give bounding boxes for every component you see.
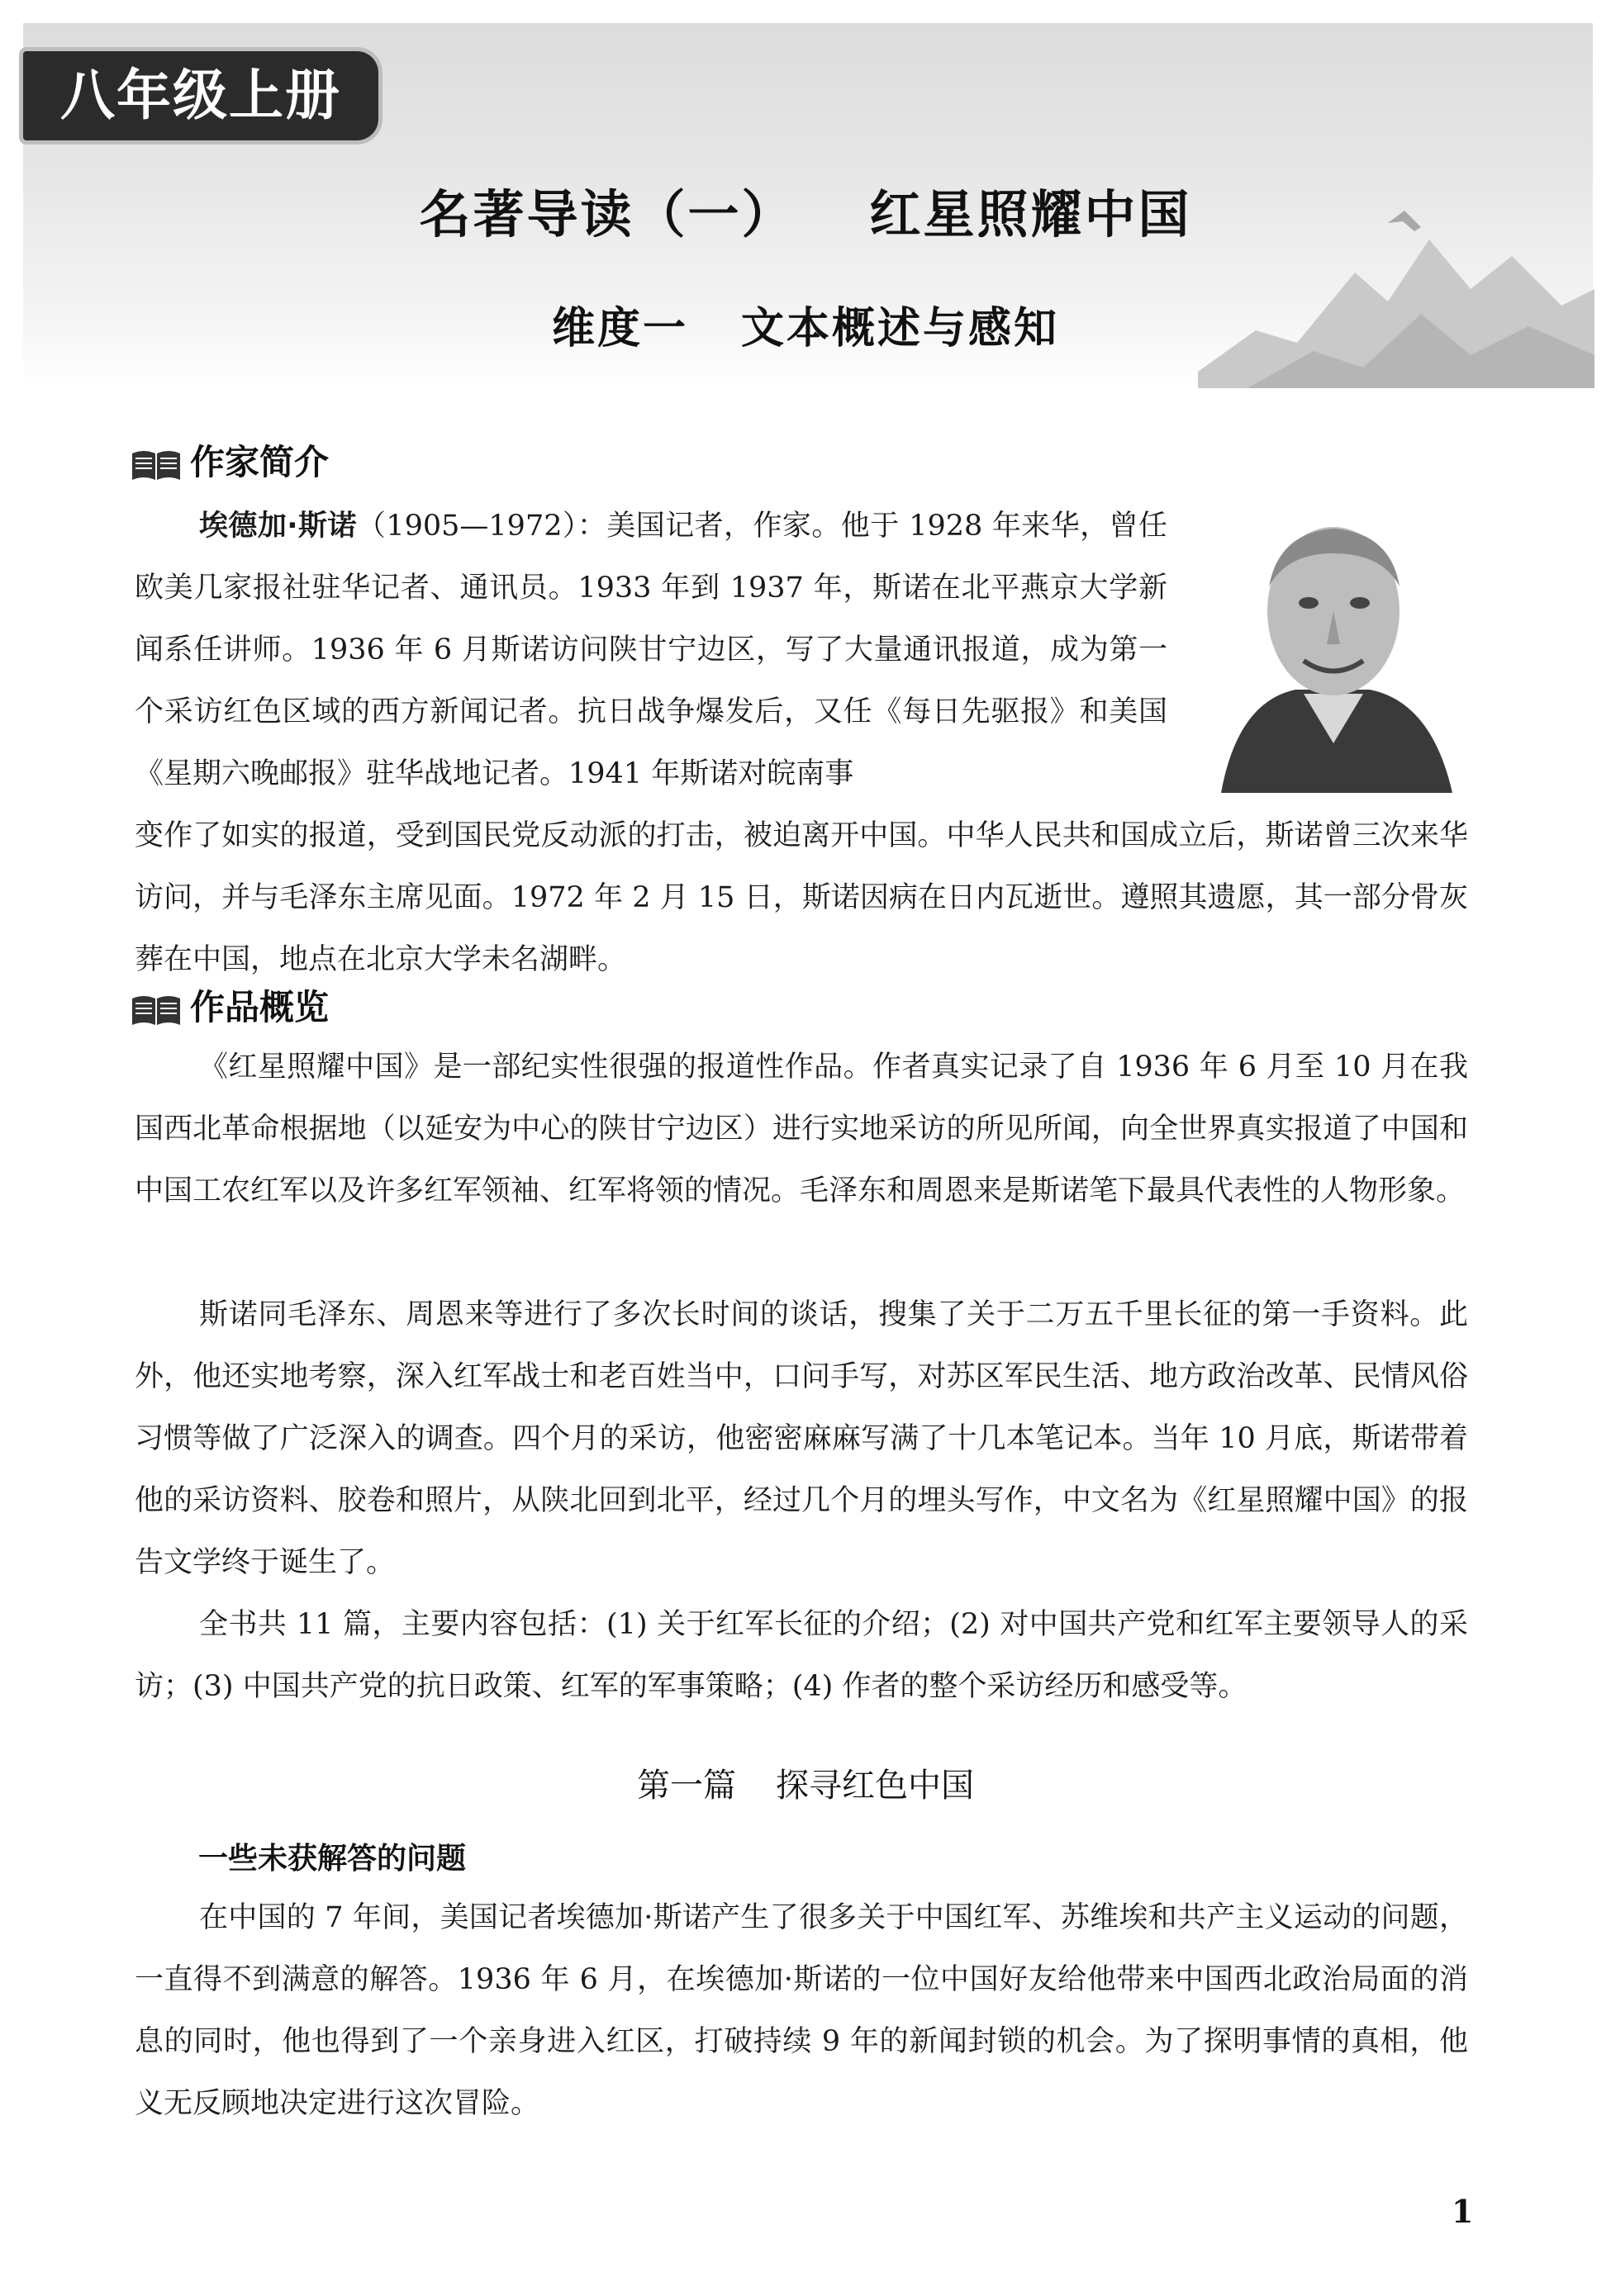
work-section-heading (131, 983, 329, 1032)
dimension-label: 维度一 (551, 304, 688, 353)
author-name: 埃德加·斯诺 (199, 510, 357, 543)
title-book: 红星照耀中国 (869, 184, 1192, 244)
work-overview-paragraph-3: 全书共 11 篇，主要内容包括：(1) 关于红军长征的介绍；(2) 对中国共产党和红军主要领导人的采访；(3) 中国共产党的抗日政策、红军的军事策略；(4) 作者的整个采访经历和感受等。 (135, 1608, 1468, 1703)
open-book-icon (131, 448, 182, 481)
chapter-name: 探寻红色中国 (776, 1767, 974, 1805)
open-book-icon (131, 994, 182, 1027)
author-heading-text: 作家简介 (190, 442, 330, 482)
author-section-heading (131, 438, 329, 487)
work-heading-text: 作品概览 (190, 987, 330, 1027)
author-bio-bottom: 变作了如实的报道，受到国民党反动派的打击，被迫离开中国。中华人民共和国成立后，斯诺曾三次来华访问，并与毛泽东主席见面。1972 年 2 月 15 日，斯诺因病在日内瓦逝世。遵照其遗愿，其一部分骨灰葬在中国，地点在北京大学未名湖畔。 (135, 819, 1468, 976)
chapter-number: 第一篇 (637, 1767, 736, 1805)
chapter-paragraph: 在中国的 7 年间，美国记者埃德加·斯诺产生了很多关于中国红军、苏维埃和共产主义运动的问题，一直得不到满意的解答。1936 年 6 月，在埃德加·斯诺的一位中国好友给他带来中国西北政治局面的消息的同时，他也得到了一个亲身进入红区，打破持续 9 年的新闻封锁的机会。为了探明事情的真相，他义无反顾地决定进行这次冒险。 (135, 1901, 1468, 2120)
author-photo (1205, 496, 1462, 793)
work-overview-paragraph-1: 《红星照耀中国》是一部纪实性很强的报道性作品。作者真实记录了自 1936 年 6 月至 10 月在我国西北革命根据地（以延安为中心的陕甘宁边区）进行实地采访的所见所闻，向全世界真实报道了中国和中国工农红军以及许多红军领袖、红军将领的情况。毛泽东和周恩来是斯诺笔下最具代表性的人物形象。 (135, 1051, 1468, 1207)
dimension-name: 文本概述与感知 (741, 304, 1060, 353)
author-bio-top (135, 496, 1167, 805)
dimension-title (0, 293, 1611, 355)
page-number: 1 (1452, 2193, 1474, 2230)
chapter-title (0, 1759, 1611, 1806)
grade-tab: 八年级上册 (23, 51, 378, 140)
chapter-subtitle: 一些未获解答的问题 (198, 1842, 467, 1876)
page-title (0, 173, 1611, 247)
author-bio-top-text: （1905—1972）：美国记者，作家。他于 1928 年来华，曾任欧美几家报社驻华记者、通讯员。1933 年到 1937 年，斯诺在北平燕京大学新闻系任讲师。1936 年 6 月斯诺访问陕甘宁边区，写了大量通讯报道，成为第一个采访红色区域的西方新闻记者。抗日战争爆发后，又任《每日先驱报》和美国《星期六晚邮报》驻华战地记者。1941 年斯诺对皖南事 (135, 510, 1167, 790)
work-overview-paragraph-2: 斯诺同毛泽东、周恩来等进行了多次长时间的谈话，搜集了关于二万五千里长征的第一手资料。此外，他还实地考察，深入红军战士和老百姓当中，口问手写，对苏区军民生活、地方政治改革、民情风俗习惯等做了广泛深入的调查。四个月的采访，他密密麻麻写满了十几本笔记本。当年 10 月底，斯诺带着他的采访资料、胶卷和照片，从陕北回到北平，经过几个月的埋头写作，中文名为《红星照耀中国》的报告文学终于诞生了。 (135, 1298, 1468, 1579)
title-series: 名著导读（一） (419, 184, 796, 244)
